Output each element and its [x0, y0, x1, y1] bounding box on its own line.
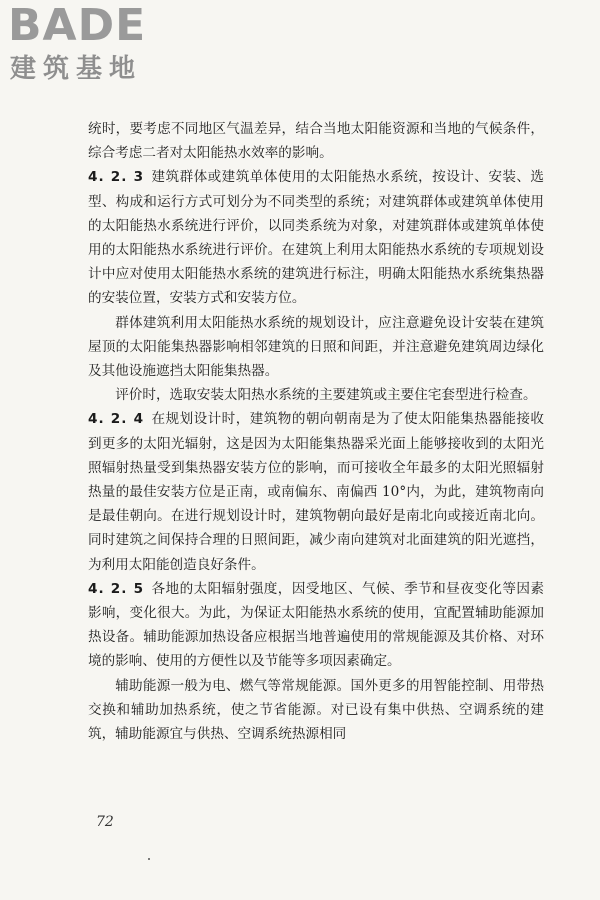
paragraph-evaluation	[88, 383, 544, 407]
logo-subtitle: 建筑基地	[10, 54, 143, 84]
clause-number: 4. 2. 4	[88, 411, 145, 428]
clause-number: 4. 2. 5	[88, 580, 145, 597]
paragraph-text: 评价时，选取安装太阳热水系统的主要建筑或主要住宅套型进行检查。	[115, 387, 537, 404]
paragraph-text: 群体建筑利用太阳能热水系统的规划设计，应注意避免设计安装在建筑屋顶的太阳能集热器影响相邻建筑的日照和间距，并注意避免建筑周边绿化及其他设施遮挡太阳能集热器。	[88, 314, 544, 380]
bade-logo	[8, 0, 178, 88]
paragraph-text: 建筑群体或建筑单体使用的太阳能热水系统，按设计、安装、选型、构成和运行方式可划分为不同类型的系统；对建筑群体或建筑单体使用的太阳能热水系统进行评价，以同类系统为对象，对建筑群体或建筑单体使用的太阳能热水系统进行评价。在建筑上利用太阳能热水系统的专项规划设计中应对使用太阳能热水系统的建筑进行标注，明确太阳能热水系统集热器的安装位置，安装方式和安装方位。	[88, 169, 545, 307]
clause-4-2-4	[88, 407, 544, 576]
page-number: 72	[96, 814, 114, 830]
page-body	[88, 117, 544, 746]
paragraph-text: 辅助能源一般为电、燃气等常规能源。国外更多的用智能控制、用带热交换和辅助加热系统，使之节省能源。对已设有集中供热、空调系统的建筑，辅助能源宜与供热、空调系统热源相同	[88, 677, 544, 743]
clause-4-2-3	[88, 165, 544, 310]
paragraph-text: 在规划设计时，建筑物的朝向朝南是为了使太阳能集热器能接收到更多的太阳光辐射，这是因为太阳能集热器采光面上能够接收到的太阳光照辐射热量受到集热器安装方位的影响，而可接收全年最多的太阳光照辐射热量的最佳安装方位是正南，或南偏东、南偏西 10°内，为此，建筑物南向是最佳朝向。在进行规划设计时，建筑物朝向最好是南北向或接近南北向。同时建筑之间保持合理的日照间距，减少南向建筑对北面建筑的阳光遮挡，为利用太阳能创造良好条件。	[88, 411, 545, 573]
paragraph-group-planning	[88, 311, 544, 384]
paragraph-text: 各地的太阳辐射强度，因受地区、气候、季节和昼夜变化等因素影响，变化很大。为此，为保证太阳能热水系统的使用，宜配置辅助能源加热设备。辅助能源加热设备应根据当地普遍使用的常规能源及其价格、对环境的影响、使用的方便性以及节能等多项因素确定。	[88, 580, 545, 670]
paragraph-text: 统时，要考虑不同地区气温差异，结合当地太阳能资源和当地的气候条件，综合考虑二者对太阳能热水效率的影响。	[88, 121, 544, 162]
logo-wordmark: BADE	[8, 0, 147, 51]
clause-number: 4. 2. 3	[88, 169, 145, 186]
paragraph-continuation	[88, 117, 544, 165]
clause-4-2-5	[88, 577, 544, 674]
scan-speck	[148, 858, 150, 860]
paragraph-auxiliary-energy	[88, 674, 544, 747]
